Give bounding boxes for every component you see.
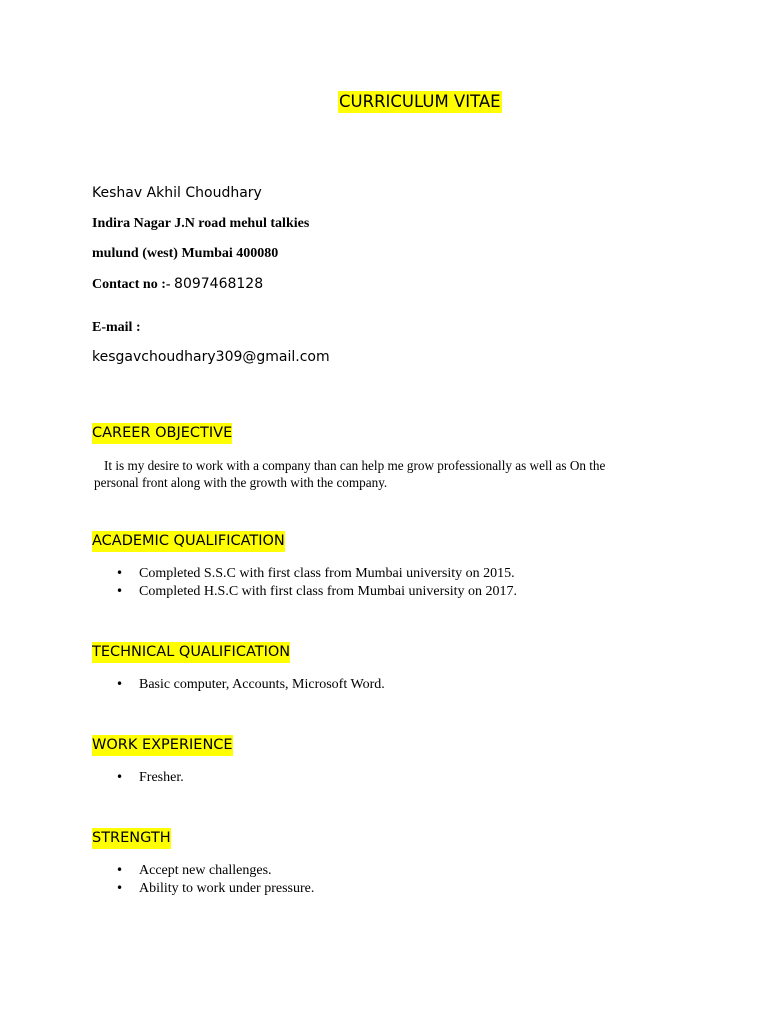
academic-qualification-heading: ACADEMIC QUALIFICATION bbox=[92, 531, 285, 552]
list-item-text: Accept new challenges. bbox=[139, 863, 272, 878]
address-line-1: Indira Nagar J.N road mehul talkies bbox=[92, 216, 310, 231]
strength-list bbox=[116, 862, 314, 897]
bullet-icon: • bbox=[116, 770, 124, 784]
career-objective-heading: CAREER OBJECTIVE bbox=[92, 423, 232, 444]
technical-list bbox=[116, 676, 385, 694]
list-item-text: Ability to work under pressure. bbox=[139, 880, 315, 896]
list-item-text: Completed S.S.C with first class from Mumbai university on 2015. bbox=[139, 566, 515, 581]
bullet-icon: • bbox=[116, 566, 124, 580]
email-label: E-mail : bbox=[92, 320, 141, 335]
work-list bbox=[116, 769, 184, 787]
list-item bbox=[116, 769, 184, 787]
list-item bbox=[116, 565, 517, 583]
list-item-text: Basic computer, Accounts, Microsoft Word. bbox=[139, 677, 385, 692]
document-title: CURRICULUM VITAE bbox=[339, 92, 501, 111]
list-item bbox=[116, 583, 517, 601]
academic-list bbox=[116, 565, 517, 600]
bullet-icon: • bbox=[116, 880, 124, 895]
contact-line bbox=[92, 276, 263, 293]
list-item-text: Fresher. bbox=[139, 770, 184, 785]
email-value: kesgavchoudhary309@gmail.com bbox=[92, 349, 330, 365]
technical-qualification-heading: TECHNICAL QUALIFICATION bbox=[92, 642, 290, 663]
career-objective-body: It is my desire to work with a company than can help me grow professionally as well as On the personal front along with the growth with the company. bbox=[94, 458, 606, 490]
address-line-2: mulund (west) Mumbai 400080 bbox=[92, 246, 279, 261]
career-objective-text bbox=[94, 457, 614, 491]
list-item bbox=[116, 862, 314, 880]
contact-label: Contact no :- bbox=[92, 277, 175, 292]
bullet-icon: • bbox=[116, 583, 124, 598]
list-item-text: Completed H.S.C with first class from Mumbai university on 2017. bbox=[139, 583, 517, 599]
candidate-name: Keshav Akhil Choudhary bbox=[92, 185, 262, 201]
list-item bbox=[116, 880, 314, 898]
list-item bbox=[116, 676, 385, 694]
bullet-icon: • bbox=[116, 677, 124, 691]
strength-heading: STRENGTH bbox=[92, 828, 171, 849]
contact-number: 8097468128 bbox=[174, 276, 264, 292]
bullet-icon: • bbox=[116, 863, 124, 877]
work-experience-heading: WORK EXPERIENCE bbox=[92, 735, 233, 756]
